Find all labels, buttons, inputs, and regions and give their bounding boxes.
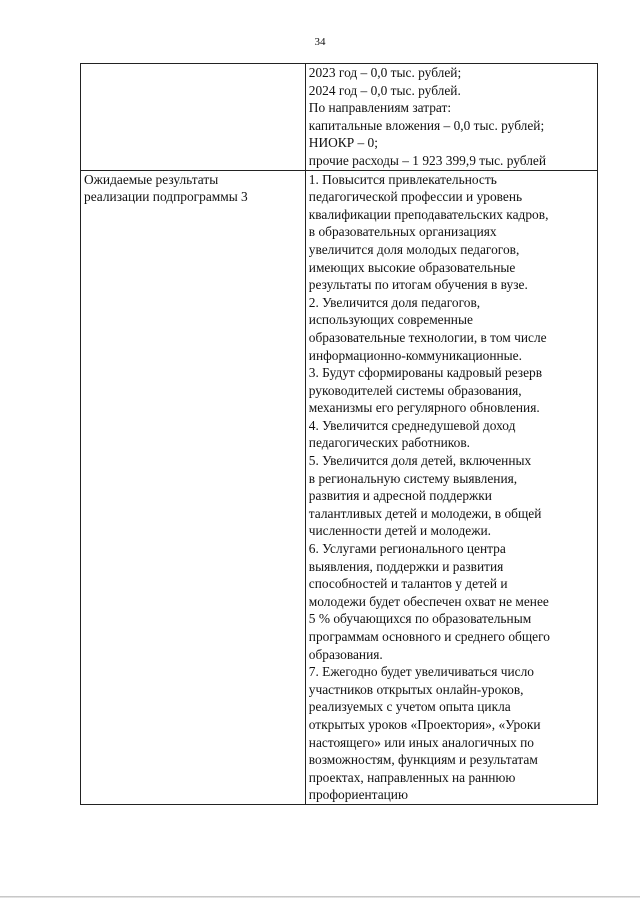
text-line: 7. Ежегодно будет увеличиваться число	[308, 664, 534, 680]
scan-edge-divider	[0, 896, 640, 898]
row-label-line: Ожидаемые результаты	[84, 171, 219, 187]
text-line: реализуемых с учетом опыта цикла	[308, 699, 511, 715]
text-line: имеющих высокие образовательные	[308, 259, 516, 275]
text-line: квалификации преподавательских кадров,	[308, 206, 549, 222]
program-table	[80, 63, 598, 805]
text-line: открытых уроков «Проектория», «Уроки	[308, 716, 541, 732]
text-line: проектах, направленных на раннюю	[308, 769, 516, 785]
text-line: 6. Услугами регионального центра	[308, 541, 506, 557]
row-label-cell	[81, 170, 306, 804]
text-line: способностей и талантов у детей и	[308, 576, 508, 592]
text-line: механизмы его регулярного обновления.	[308, 400, 540, 416]
text-line: образования.	[308, 646, 383, 662]
text-line: 4. Увеличится среднедушевой доход	[308, 417, 516, 433]
table-row-expected-results	[81, 170, 598, 804]
text-line: выявления, поддержки и развития	[308, 558, 504, 574]
text-line: 1. Повысится привлекательность	[308, 171, 497, 187]
text-line: руководителей системы образования,	[308, 382, 522, 398]
text-line: программам основного и среднего общего	[308, 629, 550, 644]
text-line: профориентацию	[308, 787, 408, 803]
text-line: 2024 год – 0,0 тыс. рублей.	[308, 82, 461, 98]
page-number: 34	[314, 36, 326, 48]
text-line: участников открытых онлайн-уроков,	[308, 681, 524, 697]
text-line: 2023 год – 0,0 тыс. рублей;	[308, 65, 462, 80]
row-label-cell	[81, 64, 306, 171]
row-value-cell	[305, 64, 597, 171]
text-line: прочие расходы – 1 923 399,9 тыс. рублей	[308, 152, 547, 168]
text-line: использующих современные	[308, 312, 473, 328]
text-line: педагогических работников.	[308, 435, 470, 451]
text-line: НИОКР – 0;	[308, 135, 378, 151]
text-line: увеличится доля молодых педагогов,	[308, 241, 520, 257]
text-line: информационно-коммуникационные.	[308, 347, 522, 363]
text-line: педагогической профессии и уровень	[308, 189, 523, 205]
row-label-line: реализации подпрограммы 3	[84, 189, 248, 205]
text-line: результаты по итогам обучения в вузе.	[308, 277, 528, 293]
text-line: образовательные технологии, в том числе	[308, 329, 547, 345]
text-line: талантливых детей и молодежи, в общей	[308, 505, 542, 521]
text-line: возможностям, функциям и результатам	[308, 752, 538, 768]
text-line: в образовательных организациях	[308, 224, 497, 240]
text-line: 2. Увеличится доля педагогов,	[308, 294, 481, 310]
text-line: 5. Увеличится доля детей, включенных	[308, 453, 532, 469]
text-line: развития и адресной поддержки	[308, 488, 492, 504]
text-line: 3. Будут сформированы кадровый резерв	[308, 365, 543, 381]
text-line: 5 % обучающихся по образовательным	[308, 611, 532, 627]
row-value-cell	[305, 170, 597, 804]
text-line: По направлениям затрат:	[308, 100, 452, 116]
text-line: в региональную систему выявления,	[308, 470, 518, 486]
text-line: капитальные вложения – 0,0 тыс. рублей;	[308, 117, 545, 133]
table-row-funding	[81, 64, 598, 171]
text-line: настоящего» или иных аналогичных по	[308, 734, 535, 750]
text-line: молодежи будет обеспечен охват не менее	[308, 593, 549, 609]
text-line: численности детей и молодежи.	[308, 523, 492, 539]
